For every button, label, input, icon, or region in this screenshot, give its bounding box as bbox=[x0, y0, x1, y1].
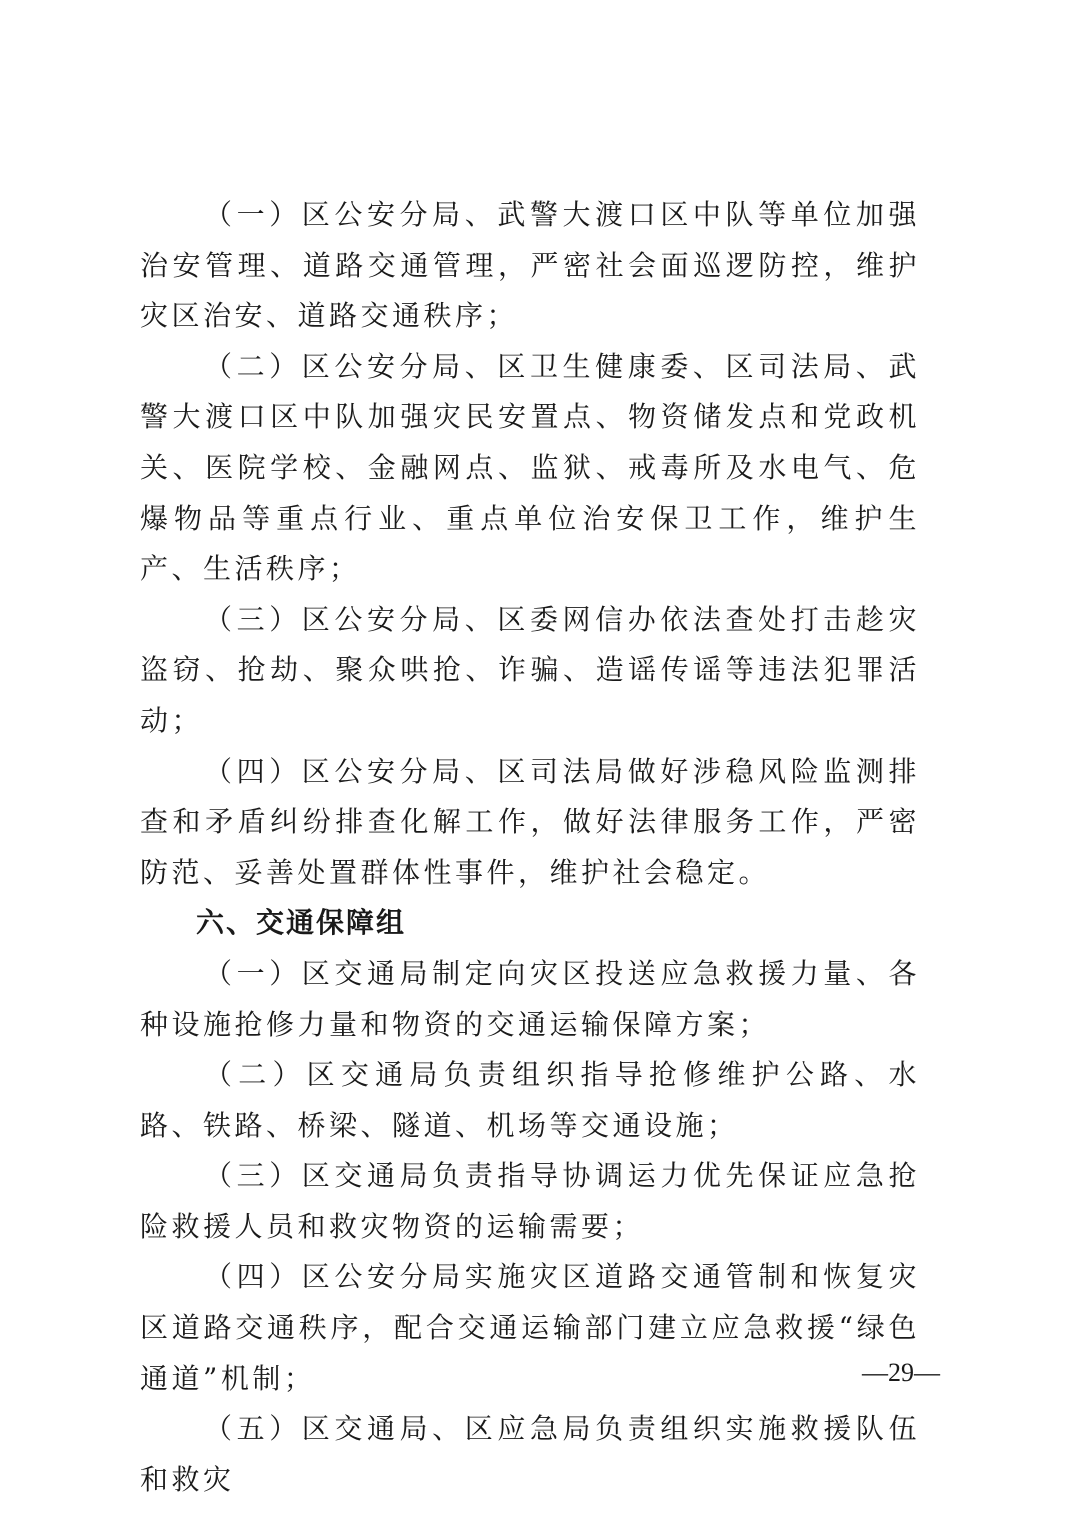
page-number: —29— bbox=[862, 1358, 940, 1387]
paragraph-public-security-2: （二）区公安分局、区卫生健康委、区司法局、武警大渡口区中队加强灾民安置点、物资储发点和党政机关、医院学校、金融网点、监狱、戒毒所及水电气、危爆物品等重点行业、重点单位治安保卫工作，维护生产、生活秩序； bbox=[140, 349, 920, 586]
paragraph-transport-2: （二）区交通局负责组织指导抢修维护公路、水路、铁路、桥梁、隧道、机场等交通设施； bbox=[140, 1058, 920, 1142]
paragraph-transport-5: （五）区交通局、区应急局负责组织实施救援队伍和救灾 bbox=[140, 1412, 920, 1496]
section-heading-transport: 六、交通保障组 bbox=[196, 906, 407, 940]
page-body bbox=[140, 190, 920, 1505]
paragraph-public-security-3: （三）区公安分局、区委网信办依法查处打击趁灾盗窃、抢劫、聚众哄抢、诈骗、造谣传谣等违法犯罪活动； bbox=[140, 602, 920, 737]
paragraph-public-security-1: （一）区公安分局、武警大渡口区中队等单位加强治安管理、道路交通管理，严密社会面巡逻防控，维护灾区治安、道路交通秩序； bbox=[140, 198, 920, 333]
paragraph-transport-4: （四）区公安分局实施灾区道路交通管制和恢复灾区道路交通秩序，配合交通运输部门建立应急救援“绿色通道”机制； bbox=[140, 1260, 920, 1395]
paragraph-transport-3: （三）区交通局负责指导协调运力优先保证应急抢险救援人员和救灾物资的运输需要； bbox=[140, 1159, 920, 1243]
paragraph-transport-1: （一）区交通局制定向灾区投送应急救援力量、各种设施抢修力量和物资的交通运输保障方案； bbox=[140, 956, 920, 1041]
paragraph-public-security-4: （四）区公安分局、区司法局做好涉稳风险监测排查和矛盾纠纷排查化解工作，做好法律服务工作，严密防范、妥善处置群体性事件，维护社会稳定。 bbox=[140, 754, 920, 889]
